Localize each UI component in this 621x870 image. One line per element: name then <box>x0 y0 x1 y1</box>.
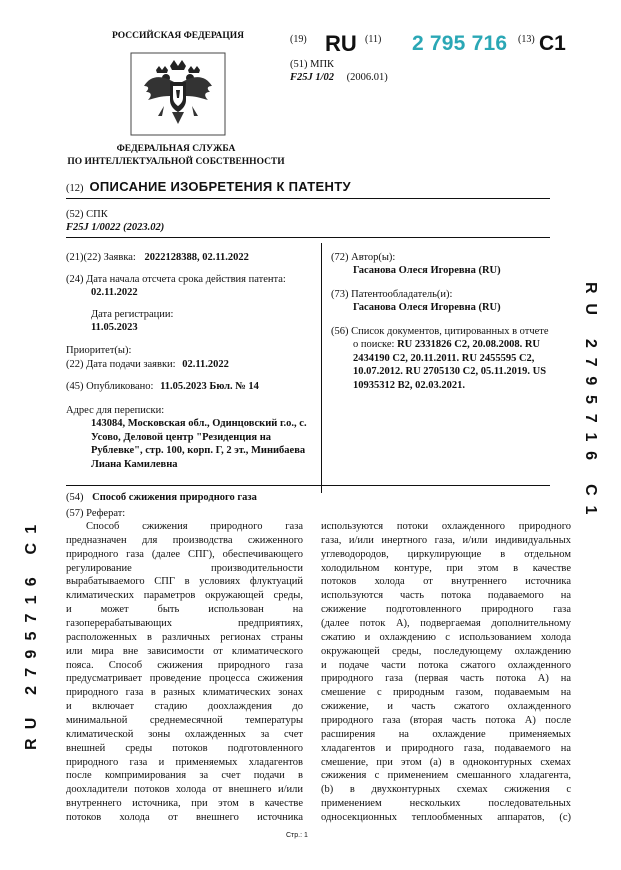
filing-value: 02.11.2022 <box>182 359 229 370</box>
reference-line: 2434190 C2, 20.11.2011. RU 2455595 C2, <box>353 352 535 364</box>
abstract-line: потоков холода от внутреннего источника <box>321 576 571 588</box>
start-date-label: (24) Дата начала отсчета срока действия патента: <box>66 274 286 285</box>
mpk-version: (2006.01) <box>346 72 388 83</box>
abstract-line: природного газа (вторая часть потока А) после <box>321 715 571 727</box>
abstract-line: окружающей среды, последующему охлаждению <box>321 645 571 657</box>
side-text-right: RU 2795716 C1 <box>582 282 599 525</box>
abstract-line: газа, и/или инертного газа, и/или индивидуальных <box>321 534 571 546</box>
abstract-line: внутреннего источника, при этом в качестве <box>66 798 303 810</box>
spk-label: (52) СПК <box>66 209 108 220</box>
abstract-line: внешней среды потоков подготовленного <box>66 742 303 754</box>
divider <box>66 485 550 486</box>
side-patent-number-left <box>22 460 46 750</box>
reference-line: 10935312 B2, 02.03.2021. <box>353 379 466 391</box>
abstract-line: природного газа и применяемых хладагентов <box>66 756 303 768</box>
abstract-line: доохладители потоков холода от внешнего и/или <box>66 784 303 796</box>
abstract-line: углеводородов, циркулирующие в отдельном <box>321 548 571 560</box>
registration-label: Дата регистрации: <box>91 309 174 320</box>
coat-of-arms-icon <box>130 52 226 136</box>
abstract-line: смешение с природным газом, подаваемым на <box>321 687 571 699</box>
abstract-line: расширения на охлаждение применяемых <box>321 728 571 740</box>
side-patent-number-right <box>576 282 600 532</box>
code-13: (13) <box>518 34 535 45</box>
abstract-left-column <box>66 520 303 825</box>
mpk-label: (51) МПК <box>290 59 335 70</box>
abstract-line: после компримирования за счет подачи в <box>66 770 303 782</box>
start-date-value: 02.11.2022 <box>91 287 138 298</box>
abstract-line: и может быть использован на <box>66 604 303 616</box>
invention-title-code: (54) <box>66 492 84 503</box>
abstract-line: предусматривает проведение процесса сжижения <box>66 673 303 685</box>
divider <box>66 198 550 199</box>
title-text: ОПИСАНИЕ ИЗОБРЕТЕНИЯ К ПАТЕНТУ <box>89 179 351 194</box>
publication-field <box>66 380 259 394</box>
abstract-line: климатической зоны охлажденных за счет <box>66 728 303 740</box>
abstract-line: односекционных теплообменных аппаратов, (с) <box>321 812 571 824</box>
application-field <box>66 251 249 265</box>
country-name: РОССИЙСКАЯ ФЕДЕРАЦИЯ <box>111 31 245 41</box>
abstract-line: (b) в двухконтурных схемах сжижения с <box>321 784 571 796</box>
application-label: (21)(22) Заявка: <box>66 252 136 263</box>
abstract-line: сжижения с применением смешанного хладагента, <box>321 770 571 782</box>
patent-number: 2 795 716 <box>412 32 508 55</box>
address-line: Лиана Камилевна <box>91 458 178 470</box>
author-label: (72) Автор(ы): <box>331 252 396 263</box>
abstract-line: используются часть потока подаваемого на <box>321 590 571 602</box>
agency-line-1: ФЕДЕРАЛЬНАЯ СЛУЖБА <box>116 144 236 154</box>
address-block <box>91 417 313 472</box>
abstract-line: сжатию и охлаждению с использованием холода <box>321 631 571 643</box>
page-number: Стр.: 1 <box>286 832 308 839</box>
abstract-line: минимальной среднемесячной температуры <box>66 715 303 727</box>
abstract-line: вырабатываемого СПГ в условиях флуктуаций <box>66 576 303 588</box>
abstract-line: Способ сжижения природного газа <box>86 521 303 532</box>
address-line: Усово, Деловой центр "Резиденция на <box>91 431 272 443</box>
abstract-line: потоков холода от внешнего источника <box>66 812 303 824</box>
abstract-line: предназначен для производства сжиженного <box>66 534 303 546</box>
abstract-line: сжижение подготовленного природного газа <box>321 604 571 616</box>
abstract-line: пояса. Способ сжижения природного газа <box>66 659 303 671</box>
priority-label: Приоритет(ы): <box>66 345 132 356</box>
abstract-line: природного газа в разных климатических зонах <box>66 687 303 699</box>
code-19: (19) <box>290 34 307 45</box>
reference-line: 10.07.2012. RU 2705130 C2, 05.11.2019. US <box>353 366 547 378</box>
filing-label: (22) Дата подачи заявки: <box>66 359 176 370</box>
publication-label: (45) Опубликовано: <box>66 381 154 392</box>
abstract-line: регулирование производительности <box>66 562 303 574</box>
filing-field <box>66 358 229 372</box>
abstract-line: природного газа (первая часть потока А) на <box>321 673 571 685</box>
side-text-left: RU 2795716 C1 <box>23 515 40 750</box>
address-line: 143084, Московская обл., Одинцовский г.о., с. <box>91 418 307 429</box>
abstract-line: природного газа (далее СПГ), обеспечивающего <box>66 548 303 560</box>
invention-title-row <box>66 491 257 505</box>
references-prefix: о поиске: <box>353 339 395 350</box>
references-block <box>353 338 568 393</box>
owner-value: Гасанова Олеся Игоревна (RU) <box>353 302 501 313</box>
publication-value: 11.05.2023 Бюл. № 14 <box>160 381 259 392</box>
code-11: (11) <box>365 34 382 45</box>
patent-kind: C1 <box>539 32 566 55</box>
owner-label: (73) Патентообладатель(и): <box>331 289 453 300</box>
abstract-line: газоперерабатывающих предприятиях, <box>66 618 303 630</box>
abstract-line: сжижение, и часть сжатого охлажденного <box>321 701 571 713</box>
mpk-classification <box>290 71 388 85</box>
divider <box>66 237 550 238</box>
address-label: Адрес для переписки: <box>66 405 165 416</box>
document-title <box>66 179 351 196</box>
registration-value: 11.05.2023 <box>91 322 138 333</box>
abstract-line: хладагентов и природного газа, подаваемого на <box>321 742 571 754</box>
application-value: 2022128388, 02.11.2022 <box>144 252 249 263</box>
title-code: (12) <box>66 183 84 194</box>
abstract-line: применением нескольких последовательных <box>321 798 571 810</box>
abstract-line: расположенных в различных регионах страны <box>66 631 303 643</box>
author-value: Гасанова Олеся Игоревна (RU) <box>353 265 501 276</box>
abstract-line: климатических параметров окружающей среды, <box>66 590 303 602</box>
abstract-label: (57) Реферат: <box>66 508 126 519</box>
address-line: Рублевке", стр. 100, корп. Г, 2 эт., Минибаева <box>91 445 306 457</box>
reference-line: RU 2331826 C2, 20.08.2008. RU <box>397 339 540 350</box>
country-code: RU <box>325 31 357 56</box>
mpk-class: F25J 1/02 <box>290 72 335 83</box>
abstract-line: или мира вне зависимости от климатического <box>66 645 303 657</box>
abstract-line: и включает стадию доохлаждения до <box>66 701 303 713</box>
abstract-line: холодильном контуре, при этом в качестве <box>321 562 571 574</box>
spk-class: F25J 1/0022 (2023.02) <box>66 222 165 233</box>
abstract-line: и подаче части потока сжатого охлажденного <box>321 659 571 671</box>
abstract-line: смешение, при этом (а) в одноконтурных схемах <box>321 756 571 768</box>
abstract-line: (далее поток А), подвергаемая дополнительному <box>321 618 571 630</box>
abstract-line: используются потоки охлажденного природного <box>321 521 571 532</box>
agency-name <box>56 143 296 169</box>
agency-line-2: ПО ИНТЕЛЛЕКТУАЛЬНОЙ СОБСТВЕННОСТИ <box>67 156 285 167</box>
invention-title: Способ сжижения природного газа <box>92 492 257 503</box>
abstract-right-column <box>321 520 571 825</box>
column-divider <box>321 243 322 493</box>
references-label: (56) Список документов, цитированных в отчете <box>331 326 549 337</box>
